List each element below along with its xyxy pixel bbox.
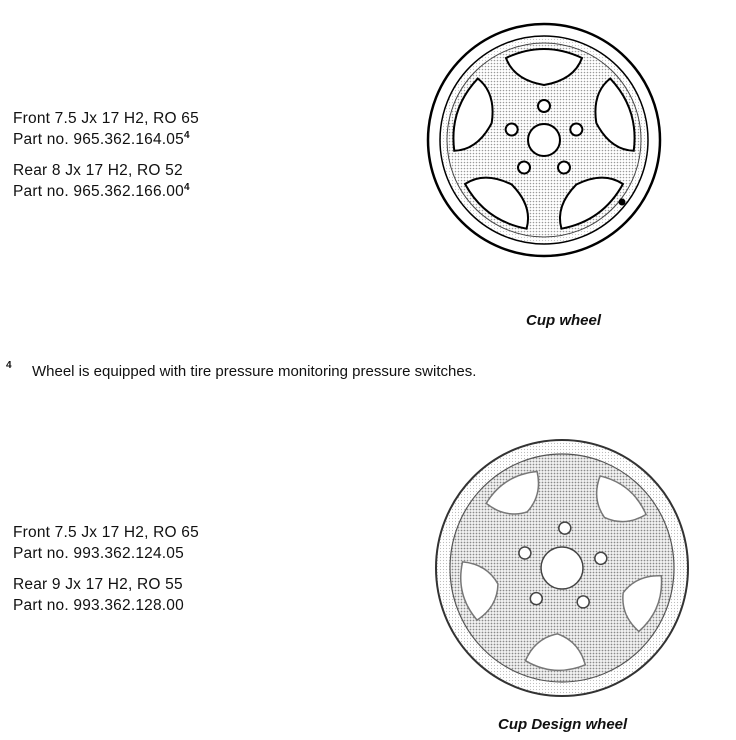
cup-design-wheel-rear-spec: Rear 9 Jx 17 H2, RO 55 [13, 576, 183, 593]
cup-design-wheel-caption: Cup Design wheel [498, 716, 628, 733]
cup-wheel-rear-part: Part no. 965.362.166.00$^4$ [13, 182, 190, 200]
cup-design-wheel-front-spec: Front 7.5 Jx 17 H2, RO 65 [13, 524, 199, 541]
cup-wheel-rear-spec: Rear 8 Jx 17 H2, RO 52 [13, 162, 183, 179]
cup-design-wheel-front-part: Part no. 993.362.124.05 [13, 545, 184, 562]
cup-wheel-front-part: Part no. 965.362.164.05$^4$ [13, 130, 190, 148]
cup-wheel-caption: Cup wheel [526, 312, 602, 329]
cup-wheel-illustration [424, 20, 664, 260]
cup-wheel-front-spec: Front 7.5 Jx 17 H2, RO 65 [13, 110, 199, 127]
footnote-ref: 4 [183, 130, 190, 141]
footnote-ref: 4 [183, 182, 190, 193]
cup-design-wheel-illustration [432, 436, 692, 700]
cup-wheel-specs [13, 108, 199, 202]
footnote-text: Wheel is equipped with tire pressure monitoring pressure switches. [32, 363, 477, 380]
cup-design-wheel-rear-part: Part no. 993.362.128.00 [13, 597, 184, 614]
footnote-marker: 4 [6, 360, 12, 371]
cup-design-wheel-specs [13, 522, 199, 616]
